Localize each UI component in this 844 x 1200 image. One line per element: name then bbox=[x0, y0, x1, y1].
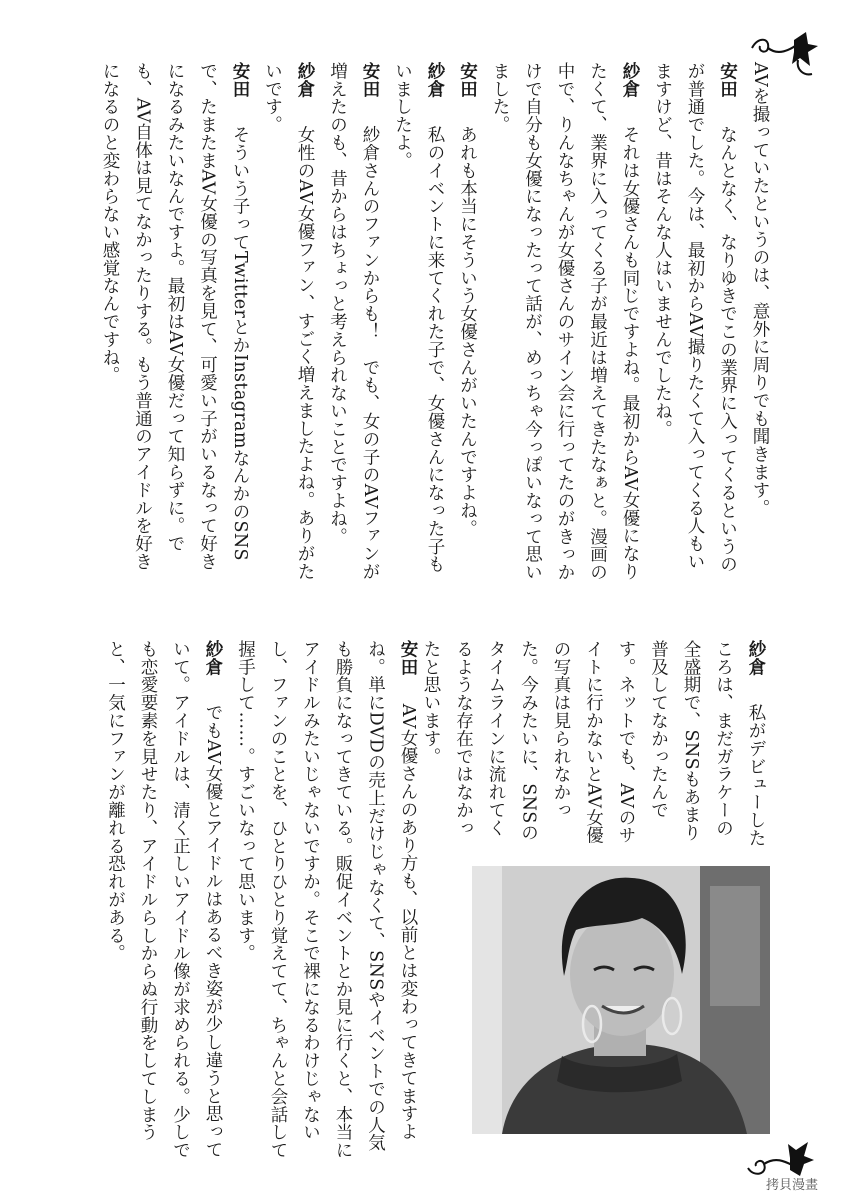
flourish-ornament-icon bbox=[744, 1128, 816, 1178]
paragraph bbox=[415, 640, 773, 850]
speaker-label: 紗倉 bbox=[295, 62, 315, 98]
paragraph-text: 女性のAV女優ファン、すごく増えましたよね。ありがたいです。 bbox=[262, 62, 315, 581]
paragraph bbox=[94, 62, 257, 582]
speaker-label: 安田 bbox=[457, 62, 478, 98]
paragraph bbox=[484, 62, 647, 582]
paragraph bbox=[99, 640, 229, 1160]
speaker-label: 安田 bbox=[230, 62, 250, 98]
article-top-block bbox=[94, 62, 777, 582]
paragraph-text: 私がデビューしたころは、まだガラケーの全盛期で、SNSもあまり普及してなかったんです。ネットでも、AVのサイトに行かないとAV女優の写真は見られなかった。今みたいに、SNSのタイムラインに流れてくるような存在ではなかったと思います。 bbox=[421, 640, 766, 847]
paragraph bbox=[256, 62, 321, 582]
portrait-photo bbox=[472, 866, 770, 1134]
paragraph bbox=[451, 62, 484, 582]
paragraph bbox=[386, 62, 451, 582]
paragraph bbox=[744, 62, 777, 582]
paragraph-text: AVを撮っていたというのは、意外に周りでも聞きます。 bbox=[750, 62, 770, 517]
watermark-text: 拷貝漫畫 bbox=[766, 1178, 819, 1193]
speaker-label: 安田 bbox=[360, 62, 380, 98]
paragraph-text: そういう子ってTwitterとかInstagramなんかのSNSで、たまたまAV女優の写真を見て、可愛い子がいるなって好きになるみたいなんですよ。最初はAV女優だって知らずに。でも、AV自体は見てなかったりする。もう普通のアイドルを好きになるのと変わらない感覚なんですね。 bbox=[100, 62, 250, 571]
paragraph-text: AV女優さんのあり方も、以前とは変わってきてますよね。単にDVDの売上だけじゃなくて、SNSやイベントでの人気も勝負になってきている。販促イベントとか見に行くと、本当にアイドルみたいじゃないですか。そこで裸になるわけじゃないし、ファンのことを、ひとりひとり覚えてて、ちゃんと会話して握手して……。すごいなって思います。 bbox=[235, 640, 418, 1160]
article-mid-block bbox=[415, 640, 773, 850]
paragraph-text: それは女優さんも同じですよね。最初からAV女優になりたくて、業界に入ってくる子が最近は増えてきたなぁと。漫画の中で、りんなちゃんが女優さんのサイン会に行ってたのがきっかけで自分も女優になったって話が、めっちゃ今っぽいなって思いました。 bbox=[490, 62, 640, 582]
paragraph-text: 私のイベントに来てくれた子で、女優さんになった子もいましたよ。 bbox=[392, 62, 445, 574]
speaker-label: 紗倉 bbox=[746, 640, 766, 676]
portrait-image bbox=[472, 866, 770, 1134]
speaker-label: 安田 bbox=[398, 640, 418, 676]
paragraph bbox=[646, 62, 744, 582]
speaker-label: 紗倉 bbox=[620, 62, 640, 98]
speaker-label: 安田 bbox=[717, 62, 738, 98]
speaker-label: 紗倉 bbox=[203, 640, 223, 676]
paragraph-text: でもAV女優とアイドルはあるべき姿が少し違うと思っていて。アイドルは、清く正しいアイドル像が求められる。少しでも恋愛要素を見せたり、アイドルらしからぬ行動をしてしまうと、一気にファンが離れる恐れがある。 bbox=[105, 640, 223, 1160]
paragraph bbox=[321, 62, 386, 582]
paragraph-text: あれも本当にそういう女優さんがいたんですよね。 bbox=[457, 125, 478, 538]
paragraph-text: なんとなく、なりゆきでこの業界に入ってくるというのが普通でした。今は、最初からAV撮りたくて入ってくる人もいますけど、昔はそんな人はいませんでしたね。 bbox=[652, 62, 738, 574]
paragraph bbox=[229, 640, 424, 1160]
article-bottom-block bbox=[99, 640, 424, 1160]
speaker-label: 紗倉 bbox=[425, 62, 445, 98]
paragraph-text: 紗倉さんのファンからも！ でも、女の子のAVファンが増えたのも、昔からはちょっと考えられないことですよね。 bbox=[327, 62, 380, 581]
